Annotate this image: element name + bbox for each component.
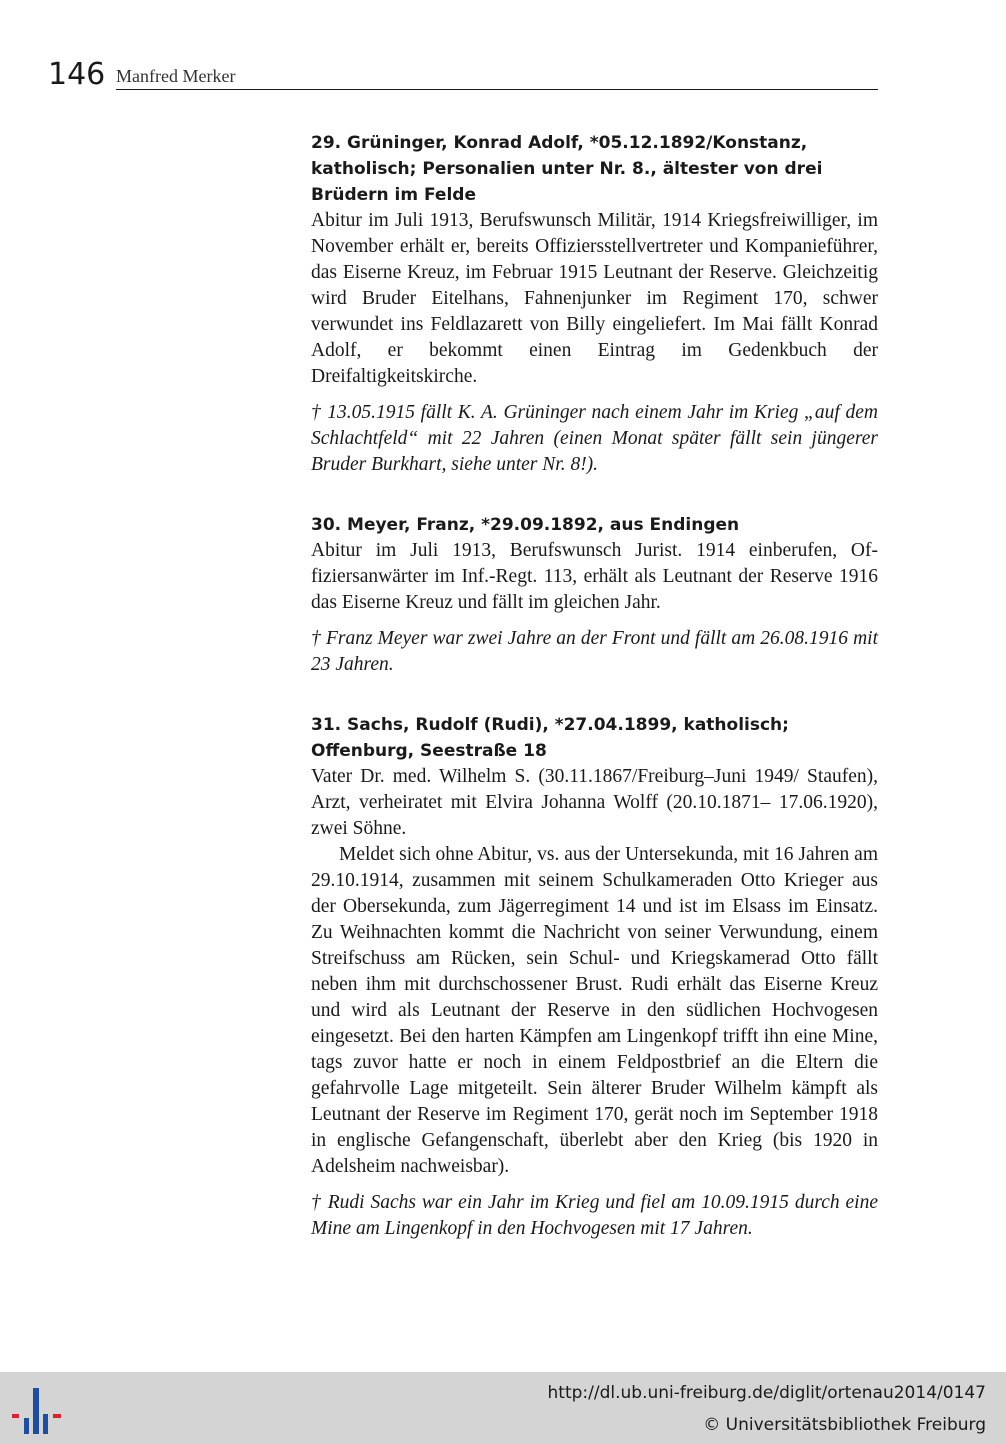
- entry-heading: 31. Sachs, Rudolf (Rudi), *27.04.1899, katholisch; Offenburg, Seestraße 18: [311, 715, 789, 761]
- death-note: † Rudi Sachs war ein Jahr im Krieg und fiel am 10.09.1915 durch eine Mine am Lingenkopf in den Hochvogesen mit 17 Jahren.: [311, 1192, 878, 1239]
- entry-paragraph: Abitur im Juli 1913, Berufswunsch Jurist. 1914 einberufen, Offiziersanwärter im Inf.-Regt. 113, erhält als Leutnant der Reserve 1916 das Eiserne Kreuz und fällt im gleichen Jahr.: [311, 540, 878, 613]
- main-content: [311, 130, 878, 1242]
- running-head: Manfred Merker: [116, 66, 236, 86]
- entry-30: [311, 512, 878, 678]
- footer-bar: [0, 1372, 1006, 1444]
- source-url-link[interactable]: http://dl.ub.uni-freiburg.de/diglit/ortenau2014/0147: [547, 1383, 986, 1403]
- entry-heading: 29. Grüninger, Konrad Adolf, *05.12.1892/Konstanz, katholisch; Personalien unter Nr. 8., ältester von drei Brüdern im Felde: [311, 133, 823, 205]
- death-note: † 13.05.1915 fällt K. A. Grüninger nach einem Jahr im Krieg „auf dem Schlachtfeld“ mit 22 Jahren (einen Monat später fällt sein jüngerer Bruder Burkhart, siehe unter Nr. 8!).: [311, 402, 878, 475]
- entry-heading: 30. Meyer, Franz, *29.09.1892, aus Endingen: [311, 515, 740, 535]
- ub-freiburg-logo-icon: [12, 1384, 64, 1436]
- copyright-text: © Universitätsbibliothek Freiburg: [703, 1415, 986, 1435]
- death-note: † Franz Meyer war zwei Jahre an der Front und fällt am 26.08.1916 mit 23 Jahren.: [311, 628, 878, 675]
- entry-31: [311, 712, 878, 1242]
- page-number: 146: [48, 57, 106, 92]
- entry-paragraph: Abitur im Juli 1913, Berufswunsch Militär, 1914 Kriegsfreiwilliger, im November erhält er, bereits Offiziersstellvertreter und Kompanieführer, das Eiserne Kreuz, im Februar 1915 Leutnant der Reserve. Gleichzeitig wird Bruder Eitelhans, Fahnenjunker im Regiment 170, schwer verwundet ins Feldlazarett von Billy eingeliefert. Im Mai fällt Konrad Adolf, er bekommt einen Eintrag im Gedenkbuch der Dreifaltigkeitskirche.: [311, 210, 878, 387]
- header-rule: [116, 89, 878, 90]
- entry-paragraph: Meldet sich ohne Abitur, vs. aus der Untersekunda, mit 16 Jahren am 29.10.1914, zusammen mit seinem Schulkameraden Otto Krieger aus der Obersekunda, zum Jägerregiment 14 und ist im Elsass im Einsatz. Zu Weihnachten kommt die Nachricht von seiner Verwundung, einem Streifschuss am Rücken, sein Schul- und Kriegskamerad Otto fällt neben ihm mit durchschossener Brust. Rudi erhält das Eiserne Kreuz und wird als Leutnant der Reserve in den südlichen Hochvogesen eingesetzt. Bei den harten Kämpfen am Lingenkopf trifft ihn eine Mine, tags zuvor hatte er noch in einem Feldpostbrief an die Eltern die gefahrvolle Lage mitgeteilt. Sein älterer Bruder Wilhelm kämpft als Leutnant der Reserve im Regiment 170, gerät noch im September 1918 in englische Gefangenschaft, überlebt aber den Krieg (bis 1920 in Adelsheim nachweisbar).: [311, 844, 878, 1177]
- entry-29: [311, 130, 878, 478]
- entry-paragraph: Vater Dr. med. Wilhelm S. (30.11.1867/Freiburg–Juni 1949/ Staufen), Arzt, verheiratet mit Elvira Johanna Wolff (20.10.1871– 17.06.1920), zwei Söhne.: [311, 766, 878, 839]
